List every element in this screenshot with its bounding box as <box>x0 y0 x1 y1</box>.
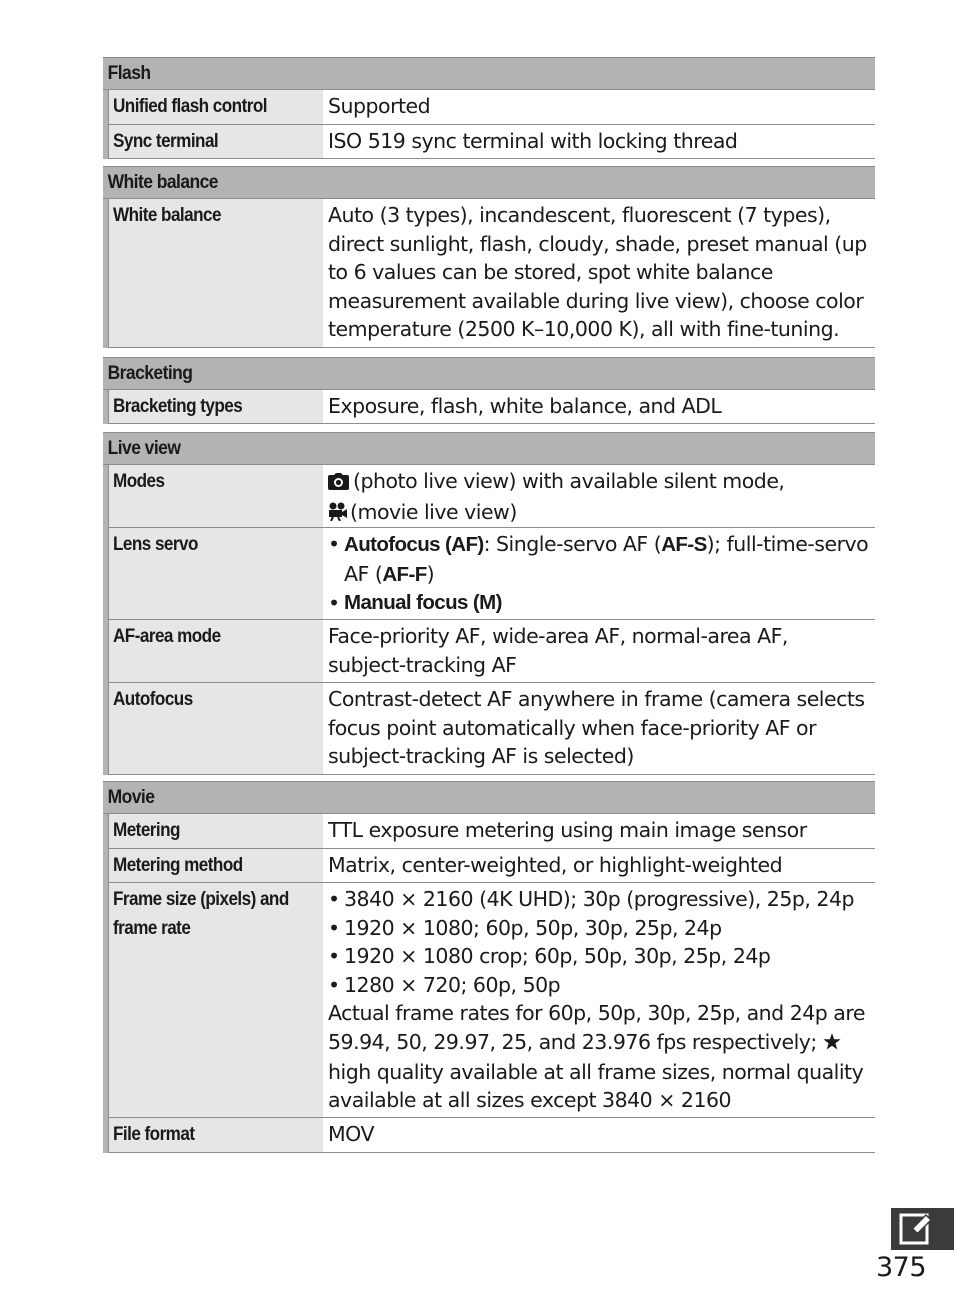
af-text: : Single-servo AF ( <box>483 532 662 556</box>
table-row <box>108 465 875 528</box>
row-value-cell <box>323 199 875 347</box>
frame-rate-note <box>328 999 871 1114</box>
row-label-cell <box>108 814 323 848</box>
row-label: Metering <box>113 820 180 841</box>
section-title: Live view <box>107 438 181 459</box>
row-label-cell <box>108 528 323 619</box>
bullet-marker: • <box>328 972 340 997</box>
row-value-cell <box>323 528 875 619</box>
list-item <box>328 942 871 971</box>
row-label-cell <box>108 125 323 158</box>
technical-notes-icon <box>899 1213 933 1249</box>
modes-photo-text: (photo live view) with available silent mode, <box>353 469 785 493</box>
row-label-cell <box>108 620 323 682</box>
section-body <box>103 814 875 1153</box>
frame-size-option: 3840 × 2160 (4K UHD); 30p (progressive), 25p, 24p <box>344 887 855 911</box>
row-label-cell <box>108 465 323 527</box>
section-header <box>103 57 875 90</box>
table-row <box>108 814 875 849</box>
modes-movie-line <box>328 498 871 529</box>
row-label-cell <box>108 390 323 423</box>
row-value-cell <box>323 683 875 774</box>
table-row <box>108 90 875 125</box>
af-text: ); full-time-servo AF ( <box>344 532 869 586</box>
row-value-cell <box>323 849 875 882</box>
row-value-cell <box>323 465 875 527</box>
section-white-balance <box>103 166 875 348</box>
section-header <box>103 781 875 814</box>
af-s-term: AF-S <box>661 533 707 556</box>
bullet-marker: • <box>328 591 340 616</box>
row-value-cell <box>323 90 875 124</box>
table-row <box>108 883 875 1118</box>
list-item <box>328 530 871 589</box>
row-value: Matrix, center-weighted, or highlight-weighted <box>328 853 783 877</box>
section-flash <box>103 57 875 159</box>
quality-note-text: high quality available at all frame sizes, normal quality available at all sizes except 3840 × 2160 <box>328 1059 864 1113</box>
table-row <box>108 125 875 159</box>
list-item <box>328 885 871 914</box>
row-value-cell <box>323 1118 875 1152</box>
row-label: AF-area mode <box>113 626 221 647</box>
bullet-marker: • <box>328 887 340 911</box>
technical-notes-tab <box>891 1208 954 1250</box>
row-label: White balance <box>113 205 221 226</box>
row-value: Supported <box>328 94 431 118</box>
table-row <box>108 683 875 775</box>
section-body <box>103 199 875 348</box>
camera-icon <box>328 469 349 498</box>
row-label-cell <box>108 683 323 774</box>
row-label: Autofocus <box>113 689 193 710</box>
movie-camera-icon <box>328 500 348 529</box>
row-label: Frame size (pixels) and frame rate <box>113 889 289 939</box>
af-f-term: AF-F <box>382 562 427 586</box>
section-title: White balance <box>107 172 218 193</box>
row-value: Auto (3 types), incandescent, fluorescent (7 types), direct sunlight, flash, cloudy, shade, preset manual (up to 6 values can be stored, spot white balance measurement available during live view), choose color temperature (2500 K–10,000 K), all with fine-tuning. <box>328 203 867 342</box>
modes-photo-line <box>328 467 871 498</box>
section-title: Movie <box>107 787 155 808</box>
section-header <box>103 166 875 199</box>
row-label: File format <box>113 1124 195 1145</box>
row-label: Lens servo <box>113 534 198 555</box>
list-item <box>328 914 871 943</box>
section-movie <box>103 781 875 1153</box>
row-value: MOV <box>328 1122 374 1146</box>
row-label-cell <box>108 90 323 124</box>
row-label-cell <box>108 849 323 882</box>
section-body <box>103 465 875 775</box>
row-value-cell <box>323 390 875 423</box>
section-live-view <box>103 432 875 775</box>
table-row <box>108 390 875 424</box>
list-item <box>328 971 871 1000</box>
section-body <box>103 90 875 159</box>
list-item <box>328 589 871 618</box>
section-body <box>103 390 875 424</box>
row-label: Sync terminal <box>113 131 219 152</box>
frame-size-option: 1920 × 1080; 60p, 50p, 30p, 25p, 24p <box>344 915 722 940</box>
row-value-cell <box>323 125 875 158</box>
row-label: Modes <box>113 471 165 492</box>
row-label-cell <box>108 199 323 347</box>
bullet-marker: • <box>328 532 340 556</box>
row-label: Metering method <box>113 855 243 876</box>
frame-size-option: 1280 × 720; 60p, 50p <box>344 972 561 997</box>
section-header <box>103 432 875 465</box>
row-value: Face-priority AF, wide-area AF, normal-area AF, subject-tracking AF <box>328 624 788 677</box>
page-number: 375 <box>876 1252 927 1283</box>
frame-rate-note-text: Actual frame rates for 60p, 50p, 30p, 25p, and 24p are 59.94, 50, 29.97, 25, and 23.976 fps respectively; <box>328 1001 865 1054</box>
table-row <box>108 528 875 620</box>
frame-size-option: 1920 × 1080 crop; 60p, 50p, 30p, 25p, 24p <box>344 944 771 969</box>
af-text: ) <box>426 561 435 586</box>
row-label: Bracketing types <box>113 396 243 417</box>
section-title: Bracketing <box>107 363 193 384</box>
bullet-marker: • <box>328 944 340 969</box>
bullet-marker: • <box>328 915 340 940</box>
row-label-cell <box>108 1118 323 1152</box>
table-row <box>108 1118 875 1153</box>
row-value: ISO 519 sync terminal with locking thread <box>328 129 738 153</box>
table-row <box>108 849 875 883</box>
mf-term: Manual focus (M) <box>344 591 502 615</box>
row-value-cell <box>323 814 875 848</box>
row-value-cell <box>323 883 875 1117</box>
row-value: Exposure, flash, white balance, and ADL <box>328 394 722 418</box>
lens-servo-af <box>344 530 871 589</box>
row-value-cell <box>323 620 875 682</box>
row-value: Contrast-detect AF anywhere in frame (camera selects focus point automatically when face-priority AF or subject-tracking AF is selected) <box>328 687 865 769</box>
af-term: Autofocus (AF) <box>344 533 484 556</box>
section-title: Flash <box>107 63 151 84</box>
table-row <box>108 620 875 683</box>
section-bracketing <box>103 357 875 424</box>
row-label-cell <box>108 883 323 1117</box>
row-value: TTL exposure metering using main image sensor <box>328 818 807 842</box>
table-row <box>108 199 875 348</box>
row-label: Unified flash control <box>113 96 267 117</box>
modes-movie-text: (movie live view) <box>350 499 517 524</box>
section-header <box>103 357 875 390</box>
star-icon <box>823 1029 841 1058</box>
